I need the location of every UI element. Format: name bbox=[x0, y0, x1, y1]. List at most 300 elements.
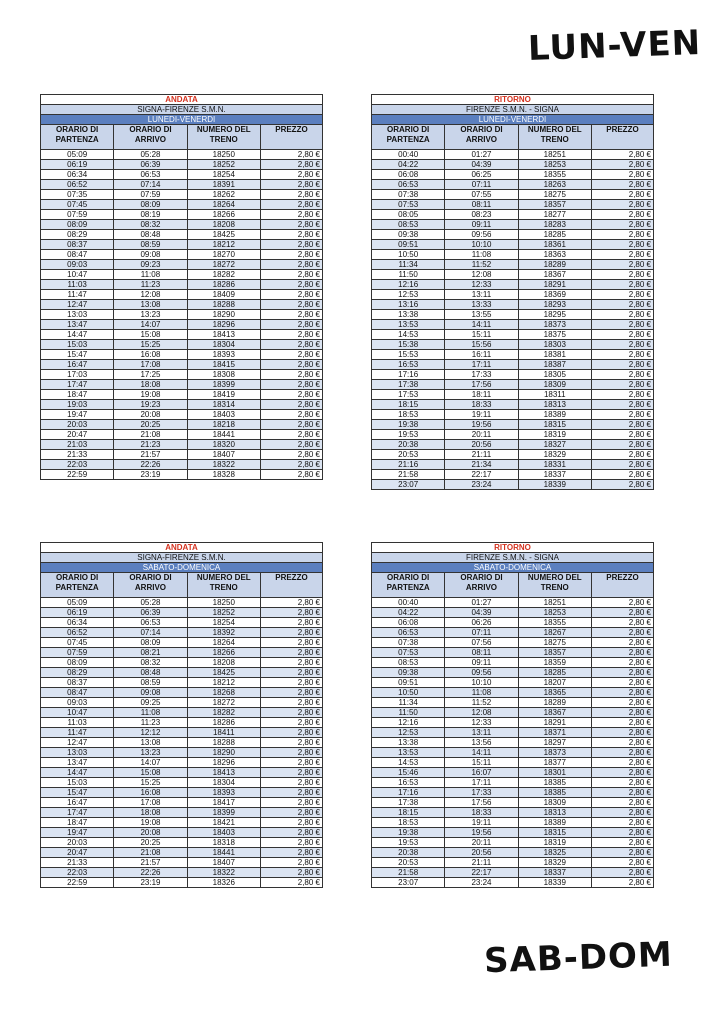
train-number: 18296 bbox=[187, 758, 260, 768]
price: 2,80 € bbox=[260, 778, 322, 788]
train-number: 18303 bbox=[518, 340, 591, 350]
price: 2,80 € bbox=[591, 738, 653, 748]
departure-time: 06:53 bbox=[372, 180, 445, 190]
price: 2,80 € bbox=[260, 828, 322, 838]
train-number: 18421 bbox=[187, 818, 260, 828]
train-number: 18357 bbox=[518, 200, 591, 210]
table-row bbox=[41, 350, 323, 360]
price: 2,80 € bbox=[591, 320, 653, 330]
train-number: 18391 bbox=[187, 180, 260, 190]
table-row bbox=[372, 848, 654, 858]
departure-time: 11:50 bbox=[372, 708, 445, 718]
table-row bbox=[41, 420, 323, 430]
days-label: SABATO-DOMENICA bbox=[372, 563, 654, 573]
table-row bbox=[41, 290, 323, 300]
arrival-time: 09:08 bbox=[114, 688, 187, 698]
train-number: 18266 bbox=[187, 210, 260, 220]
price: 2,80 € bbox=[260, 768, 322, 778]
departure-time: 14:53 bbox=[372, 758, 445, 768]
table-row bbox=[41, 380, 323, 390]
price: 2,80 € bbox=[260, 310, 322, 320]
price: 2,80 € bbox=[260, 400, 322, 410]
train-number: 18212 bbox=[187, 240, 260, 250]
departure-time: 08:47 bbox=[41, 250, 114, 260]
table-row bbox=[41, 638, 323, 648]
departure-time: 13:53 bbox=[372, 748, 445, 758]
departure-time: 13:38 bbox=[372, 738, 445, 748]
table-row bbox=[372, 828, 654, 838]
table-row bbox=[372, 738, 654, 748]
price: 2,80 € bbox=[260, 638, 322, 648]
arrival-time: 20:25 bbox=[114, 420, 187, 430]
departure-time: 17:38 bbox=[372, 380, 445, 390]
arrival-time: 11:08 bbox=[445, 688, 518, 698]
table-row bbox=[41, 878, 323, 888]
train-number: 18263 bbox=[518, 180, 591, 190]
price: 2,80 € bbox=[260, 658, 322, 668]
price: 2,80 € bbox=[260, 798, 322, 808]
table-row bbox=[372, 688, 654, 698]
table-row bbox=[41, 748, 323, 758]
price: 2,80 € bbox=[260, 688, 322, 698]
table-row bbox=[372, 210, 654, 220]
price: 2,80 € bbox=[260, 160, 322, 170]
arrival-time: 08:48 bbox=[114, 230, 187, 240]
table-row bbox=[41, 768, 323, 778]
train-number-header: NUMERO DEL TRENO bbox=[187, 573, 260, 598]
table-row bbox=[372, 290, 654, 300]
arrival-header: ORARIO DI ARRIVO bbox=[445, 125, 518, 150]
arrival-time: 05:28 bbox=[114, 598, 187, 608]
table-row bbox=[372, 440, 654, 450]
table-row bbox=[372, 470, 654, 480]
departure-time: 06:52 bbox=[41, 180, 114, 190]
price: 2,80 € bbox=[260, 738, 322, 748]
price: 2,80 € bbox=[591, 728, 653, 738]
arrival-time: 17:08 bbox=[114, 798, 187, 808]
table-row bbox=[372, 330, 654, 340]
arrival-time: 19:11 bbox=[445, 818, 518, 828]
train-number: 18314 bbox=[187, 400, 260, 410]
departure-time: 08:53 bbox=[372, 220, 445, 230]
train-number: 18288 bbox=[187, 300, 260, 310]
table-title-row bbox=[372, 95, 654, 105]
departure-header: ORARIO DI PARTENZA bbox=[41, 125, 114, 150]
arrival-time: 14:11 bbox=[445, 748, 518, 758]
train-number: 18264 bbox=[187, 638, 260, 648]
arrival-time: 18:33 bbox=[445, 808, 518, 818]
departure-time: 09:38 bbox=[372, 668, 445, 678]
train-number: 18295 bbox=[518, 310, 591, 320]
train-number: 18313 bbox=[518, 808, 591, 818]
arrival-time: 23:24 bbox=[445, 878, 518, 888]
train-number: 18365 bbox=[518, 688, 591, 698]
price: 2,80 € bbox=[591, 420, 653, 430]
route-label: SIGNA-FIRENZE S.M.N. bbox=[41, 105, 323, 115]
train-number: 18289 bbox=[518, 698, 591, 708]
price: 2,80 € bbox=[591, 748, 653, 758]
price: 2,80 € bbox=[260, 808, 322, 818]
table-row bbox=[41, 160, 323, 170]
price: 2,80 € bbox=[591, 768, 653, 778]
table-row bbox=[41, 400, 323, 410]
price: 2,80 € bbox=[591, 410, 653, 420]
departure-time: 21:33 bbox=[41, 450, 114, 460]
table-row bbox=[41, 390, 323, 400]
arrival-time: 17:56 bbox=[445, 798, 518, 808]
arrival-time: 12:08 bbox=[445, 708, 518, 718]
train-number: 18411 bbox=[187, 728, 260, 738]
arrival-time: 07:14 bbox=[114, 628, 187, 638]
table-row bbox=[372, 280, 654, 290]
arrival-time: 08:59 bbox=[114, 240, 187, 250]
table-row bbox=[372, 708, 654, 718]
arrival-time: 19:56 bbox=[445, 420, 518, 430]
departure-time: 20:53 bbox=[372, 450, 445, 460]
handwritten-weekend-label: SAB-DOM bbox=[483, 934, 674, 982]
price: 2,80 € bbox=[260, 450, 322, 460]
train-number: 18373 bbox=[518, 748, 591, 758]
train-number: 18339 bbox=[518, 878, 591, 888]
departure-time: 07:38 bbox=[372, 190, 445, 200]
departure-time: 21:58 bbox=[372, 868, 445, 878]
train-number: 18272 bbox=[187, 260, 260, 270]
train-number: 18318 bbox=[187, 838, 260, 848]
departure-time: 17:16 bbox=[372, 788, 445, 798]
arrival-header: ORARIO DI ARRIVO bbox=[114, 125, 187, 150]
price: 2,80 € bbox=[591, 708, 653, 718]
price: 2,80 € bbox=[260, 270, 322, 280]
train-number: 18371 bbox=[518, 728, 591, 738]
price: 2,80 € bbox=[260, 230, 322, 240]
departure-time: 15:47 bbox=[41, 788, 114, 798]
arrival-time: 06:39 bbox=[114, 160, 187, 170]
train-number: 18286 bbox=[187, 280, 260, 290]
price: 2,80 € bbox=[260, 838, 322, 848]
price: 2,80 € bbox=[260, 758, 322, 768]
train-number-header: NUMERO DEL TRENO bbox=[518, 573, 591, 598]
departure-time: 17:38 bbox=[372, 798, 445, 808]
departure-time: 23:07 bbox=[372, 480, 445, 490]
train-number: 18282 bbox=[187, 270, 260, 280]
table-row bbox=[372, 260, 654, 270]
train-number: 18331 bbox=[518, 460, 591, 470]
price: 2,80 € bbox=[260, 718, 322, 728]
price: 2,80 € bbox=[260, 190, 322, 200]
arrival-time: 12:33 bbox=[445, 280, 518, 290]
departure-time: 09:51 bbox=[372, 240, 445, 250]
table-title-row bbox=[41, 543, 323, 553]
table-row bbox=[41, 808, 323, 818]
arrival-time: 08:09 bbox=[114, 638, 187, 648]
price-header: PREZZO bbox=[591, 125, 653, 150]
route-row bbox=[41, 553, 323, 563]
table-row bbox=[372, 150, 654, 160]
departure-time: 20:38 bbox=[372, 848, 445, 858]
train-number: 18212 bbox=[187, 678, 260, 688]
table-row bbox=[372, 380, 654, 390]
arrival-time: 11:52 bbox=[445, 260, 518, 270]
train-number: 18393 bbox=[187, 350, 260, 360]
table-row bbox=[372, 350, 654, 360]
price: 2,80 € bbox=[260, 320, 322, 330]
train-number: 18381 bbox=[518, 350, 591, 360]
price: 2,80 € bbox=[591, 160, 653, 170]
column-header-row bbox=[41, 125, 323, 150]
train-number: 18409 bbox=[187, 290, 260, 300]
departure-time: 17:47 bbox=[41, 808, 114, 818]
table-row bbox=[372, 718, 654, 728]
arrival-time: 07:59 bbox=[114, 190, 187, 200]
table-row bbox=[372, 628, 654, 638]
departure-time: 06:08 bbox=[372, 618, 445, 628]
arrival-time: 15:11 bbox=[445, 758, 518, 768]
departure-header: ORARIO DI PARTENZA bbox=[372, 125, 445, 150]
departure-time: 07:45 bbox=[41, 200, 114, 210]
table-row bbox=[41, 758, 323, 768]
table-row bbox=[41, 220, 323, 230]
arrival-time: 07:11 bbox=[445, 180, 518, 190]
price: 2,80 € bbox=[260, 698, 322, 708]
departure-time: 06:34 bbox=[41, 618, 114, 628]
price: 2,80 € bbox=[591, 300, 653, 310]
arrival-time: 19:23 bbox=[114, 400, 187, 410]
train-number: 18419 bbox=[187, 390, 260, 400]
train-number: 18315 bbox=[518, 828, 591, 838]
table-row bbox=[372, 180, 654, 190]
arrival-time: 21:57 bbox=[114, 450, 187, 460]
departure-time: 06:19 bbox=[41, 160, 114, 170]
table-row bbox=[41, 340, 323, 350]
departure-time: 07:59 bbox=[41, 210, 114, 220]
price: 2,80 € bbox=[260, 878, 322, 888]
departure-time: 08:37 bbox=[41, 240, 114, 250]
table-row bbox=[41, 330, 323, 340]
price: 2,80 € bbox=[591, 270, 653, 280]
timetable-ritorno-weekday bbox=[371, 94, 654, 490]
table-row bbox=[41, 170, 323, 180]
arrival-time: 01:27 bbox=[445, 150, 518, 160]
price-header: PREZZO bbox=[591, 573, 653, 598]
arrival-time: 19:08 bbox=[114, 390, 187, 400]
departure-header: ORARIO DI PARTENZA bbox=[41, 573, 114, 598]
arrival-time: 08:09 bbox=[114, 200, 187, 210]
train-number: 18277 bbox=[518, 210, 591, 220]
departure-time: 08:05 bbox=[372, 210, 445, 220]
table-row bbox=[372, 808, 654, 818]
departure-time: 21:16 bbox=[372, 460, 445, 470]
table-row bbox=[372, 858, 654, 868]
table-row bbox=[372, 300, 654, 310]
price: 2,80 € bbox=[591, 360, 653, 370]
arrival-time: 19:08 bbox=[114, 818, 187, 828]
departure-time: 11:34 bbox=[372, 698, 445, 708]
price: 2,80 € bbox=[260, 848, 322, 858]
train-number: 18369 bbox=[518, 290, 591, 300]
arrival-time: 13:23 bbox=[114, 748, 187, 758]
arrival-time: 20:11 bbox=[445, 838, 518, 848]
table-row bbox=[372, 240, 654, 250]
table-title-row bbox=[372, 543, 654, 553]
departure-time: 15:03 bbox=[41, 340, 114, 350]
timetable-ritorno-weekend bbox=[371, 542, 654, 888]
route-row bbox=[41, 105, 323, 115]
price: 2,80 € bbox=[591, 330, 653, 340]
arrival-time: 11:23 bbox=[114, 280, 187, 290]
price: 2,80 € bbox=[591, 190, 653, 200]
train-number: 18339 bbox=[518, 480, 591, 490]
handwritten-weekday-label: LUN-VEN bbox=[527, 22, 702, 70]
days-label: LUNEDI-VENERDI bbox=[41, 115, 323, 125]
price: 2,80 € bbox=[260, 708, 322, 718]
arrival-time: 13:23 bbox=[114, 310, 187, 320]
arrival-time: 22:17 bbox=[445, 868, 518, 878]
departure-time: 19:53 bbox=[372, 430, 445, 440]
table-row bbox=[41, 280, 323, 290]
arrival-time: 15:08 bbox=[114, 330, 187, 340]
table-row bbox=[41, 728, 323, 738]
arrival-time: 08:23 bbox=[445, 210, 518, 220]
train-number: 18389 bbox=[518, 818, 591, 828]
arrival-time: 20:08 bbox=[114, 828, 187, 838]
table-row bbox=[372, 230, 654, 240]
train-number: 18320 bbox=[187, 440, 260, 450]
train-number: 18254 bbox=[187, 170, 260, 180]
arrival-time: 11:52 bbox=[445, 698, 518, 708]
train-number: 18425 bbox=[187, 668, 260, 678]
departure-time: 14:47 bbox=[41, 330, 114, 340]
table-row bbox=[41, 200, 323, 210]
departure-time: 18:15 bbox=[372, 400, 445, 410]
train-number: 18441 bbox=[187, 430, 260, 440]
arrival-time: 17:11 bbox=[445, 778, 518, 788]
arrival-time: 19:11 bbox=[445, 410, 518, 420]
departure-time: 08:09 bbox=[41, 220, 114, 230]
train-number: 18272 bbox=[187, 698, 260, 708]
train-number: 18250 bbox=[187, 598, 260, 608]
arrival-time: 09:08 bbox=[114, 250, 187, 260]
price: 2,80 € bbox=[591, 370, 653, 380]
arrival-time: 20:11 bbox=[445, 430, 518, 440]
train-number: 18322 bbox=[187, 460, 260, 470]
departure-time: 12:47 bbox=[41, 300, 114, 310]
departure-time: 18:53 bbox=[372, 818, 445, 828]
train-number: 18413 bbox=[187, 330, 260, 340]
departure-time: 15:47 bbox=[41, 350, 114, 360]
price: 2,80 € bbox=[260, 858, 322, 868]
arrival-time: 05:28 bbox=[114, 150, 187, 160]
arrival-time: 17:08 bbox=[114, 360, 187, 370]
table-row bbox=[372, 460, 654, 470]
table-row bbox=[372, 838, 654, 848]
table-row bbox=[41, 440, 323, 450]
arrival-time: 22:26 bbox=[114, 868, 187, 878]
train-number: 18328 bbox=[187, 470, 260, 480]
table-row bbox=[372, 878, 654, 888]
departure-time: 07:38 bbox=[372, 638, 445, 648]
arrival-time: 07:56 bbox=[445, 638, 518, 648]
days-row bbox=[41, 115, 323, 125]
price: 2,80 € bbox=[591, 688, 653, 698]
departure-time: 12:47 bbox=[41, 738, 114, 748]
table-row bbox=[372, 698, 654, 708]
table-row bbox=[41, 848, 323, 858]
train-number: 18289 bbox=[518, 260, 591, 270]
table-row bbox=[41, 450, 323, 460]
train-number: 18359 bbox=[518, 658, 591, 668]
arrival-time: 08:48 bbox=[114, 668, 187, 678]
table-row bbox=[372, 768, 654, 778]
table-row bbox=[41, 190, 323, 200]
departure-time: 13:47 bbox=[41, 758, 114, 768]
price: 2,80 € bbox=[591, 838, 653, 848]
price: 2,80 € bbox=[260, 150, 322, 160]
price: 2,80 € bbox=[591, 678, 653, 688]
arrival-time: 22:17 bbox=[445, 470, 518, 480]
train-number: 18290 bbox=[187, 748, 260, 758]
departure-time: 04:22 bbox=[372, 160, 445, 170]
departure-time: 13:16 bbox=[372, 300, 445, 310]
train-number: 18415 bbox=[187, 360, 260, 370]
price: 2,80 € bbox=[591, 310, 653, 320]
departure-time: 19:47 bbox=[41, 410, 114, 420]
arrival-time: 06:53 bbox=[114, 170, 187, 180]
price: 2,80 € bbox=[260, 350, 322, 360]
train-number: 18218 bbox=[187, 420, 260, 430]
table-row bbox=[41, 698, 323, 708]
departure-time: 06:53 bbox=[372, 628, 445, 638]
price: 2,80 € bbox=[591, 598, 653, 608]
price: 2,80 € bbox=[591, 200, 653, 210]
table-row bbox=[41, 858, 323, 868]
arrival-time: 09:25 bbox=[114, 698, 187, 708]
train-number: 18208 bbox=[187, 220, 260, 230]
table-row bbox=[41, 668, 323, 678]
arrival-time: 23:19 bbox=[114, 470, 187, 480]
arrival-time: 13:33 bbox=[445, 300, 518, 310]
departure-time: 09:03 bbox=[41, 698, 114, 708]
train-number: 18311 bbox=[518, 390, 591, 400]
table-row bbox=[372, 410, 654, 420]
table-row bbox=[41, 250, 323, 260]
table-row bbox=[41, 868, 323, 878]
departure-time: 12:53 bbox=[372, 290, 445, 300]
departure-time: 11:03 bbox=[41, 718, 114, 728]
price: 2,80 € bbox=[260, 390, 322, 400]
departure-time: 06:08 bbox=[372, 170, 445, 180]
table-row bbox=[41, 738, 323, 748]
train-number: 18283 bbox=[518, 220, 591, 230]
table-row bbox=[41, 708, 323, 718]
table-row bbox=[41, 430, 323, 440]
train-number: 18329 bbox=[518, 450, 591, 460]
price: 2,80 € bbox=[260, 180, 322, 190]
departure-time: 04:22 bbox=[372, 608, 445, 618]
arrival-time: 15:11 bbox=[445, 330, 518, 340]
train-number: 18425 bbox=[187, 230, 260, 240]
price: 2,80 € bbox=[591, 828, 653, 838]
departure-time: 07:53 bbox=[372, 648, 445, 658]
table-row bbox=[372, 170, 654, 180]
departure-time: 18:47 bbox=[41, 390, 114, 400]
price: 2,80 € bbox=[260, 410, 322, 420]
price: 2,80 € bbox=[260, 280, 322, 290]
price: 2,80 € bbox=[260, 728, 322, 738]
departure-time: 13:38 bbox=[372, 310, 445, 320]
arrival-time: 06:25 bbox=[445, 170, 518, 180]
departure-time: 07:59 bbox=[41, 648, 114, 658]
departure-time: 17:03 bbox=[41, 370, 114, 380]
